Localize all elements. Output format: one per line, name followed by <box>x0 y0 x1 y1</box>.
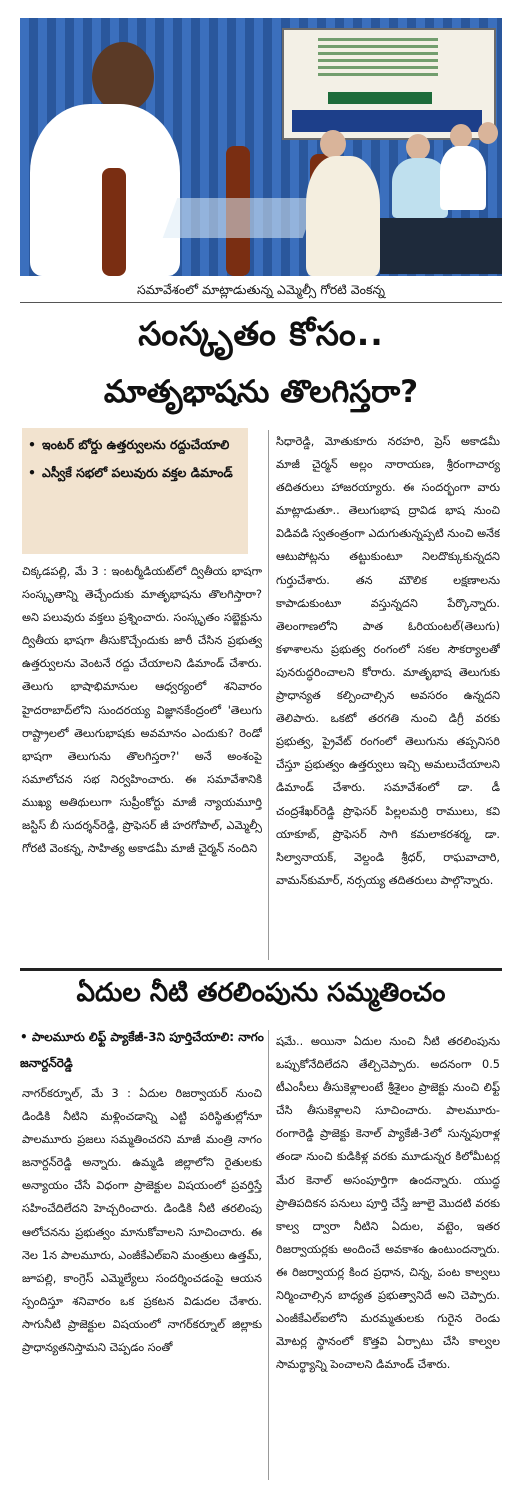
banner-logo <box>318 38 438 78</box>
event-banner <box>282 28 496 140</box>
story2-column-left: నాగర్‌కర్నూల్, మే 3 : ఏదుల రిజర్వాయర్ నుంచి డిండికి నీటిని మళ్లించడాన్ని ఎట్టి పరిస్థితుల్లోనూ పాలమూరు ప్రజలు సమ్మతించరని మాజీ మంత్రి నాగం జనార్దన్‌రెడ్డి అన్నారు. ఉమ్మడి జిల్లాలోని రైతులకు అన్యాయం చేసే విధంగా ప్రాజెక్టుల విషయంలో ప్రవర్తిస్తే సహించేదిలేదని హెచ్చరించారు. డిండికి నీటి తరలింపు ఆలోచనను ప్రభుత్వం మానుకోవాలని సూచించారు. ఈ నెల 1న పాలమూరు, ఎంజీకేఎల్‌ఐని మంత్రులు ఉత్తమ్, జూపల్లి, కాంగ్రెస్ ఎమ్మెల్యేలు సందర్శించడంపై ఆయన స్పందిస్తూ శనివారం ఒక ప్రకటన విడుదల చేశారు. సాగునీటి ప్రాజెక్టుల విషయంలో నాగర్‌కర్నూల్ జిల్లాకు ప్రాధాన్యతనిస్తామని చెప్పడం సంతో <box>22 1087 262 1355</box>
speaker-head <box>92 42 154 112</box>
story2-headline: ఏదుల నీటి తరలింపును సమ్మతించం <box>20 968 502 1020</box>
guest-head <box>478 122 498 144</box>
highlight-item: • ఇంటర్ బోర్డు ఉత్తర్వులను రద్దుచేయాలి <box>28 434 242 456</box>
podium-post-left <box>102 168 126 276</box>
banner-strip <box>328 92 432 104</box>
headline-line-1: సంస్కృతం కోసం.. <box>138 313 384 353</box>
guest-head <box>406 134 430 160</box>
headline-line-2: మాతృభాషను తొలగిస్తరా? <box>103 373 419 410</box>
guest-figure <box>306 156 380 276</box>
dais-table <box>380 218 502 274</box>
bullet-icon: • <box>20 1030 32 1044</box>
news-photo <box>20 18 502 276</box>
story1-column-right: సిధారెడ్డి, మోతుకూరు నరహరి, ప్రెస్ అకాడమీ మాజీ చైర్మన్ అల్లం నారాయణ, శ్రీరంగాచార్య తదితరులు హాజరయ్యారు. ఈ సందర్భంగా వారు మాట్లాడుతూ.. తెలుగుభాష ద్రావిడ భాష నుంచి విడివడి స్వతంత్రంగా ఎదుగుతున్నప్పటి నుంచి అనేక ఆటుపోట్లను తట్టుకుంటూ నిలదొక్కుకున్నదని గుర్తుచేశారు. తన మౌలిక లక్షణాలను కాపాడుకుంటూ వస్తున్నదని పేర్కొన్నారు. తెలంగాణలోని పాత ఓరియంటల్(తెలుగు) కళాశాలను ప్రభుత్వ రంగంలో సకల సౌకర్యాలతో పునరుద్ధరించాలని కోరారు. మాతృభాష తెలుగుకు ప్రాధాన్యత కల్పించాల్సిన అవసరం ఉన్నదని తెలిపారు. ఒకటో తరగతి నుంచి డిగ్రీ వరకు ప్రభుత్వ, ప్రైవేట్ రంగంలో తెలుగును తప్పనిసరి చేస్తూ ప్రభుత్వం ఉత్తర్వులు ఇచ్చి అమలుచేయాలని డిమాండ్ చేశారు. సమావేశంలో డా. డీ చంద్రశేఖర్‌రెడ్డి ప్రొఫెసర్ పిల్లలమర్రి రాములు, కవి యాకూబ్, ప్రొఫెసర్ సాగి కమలాకరశర్మ, డా. సిల్వానాయక్, వెల్దండి శ్రీధర్, రాఘవాచారి, వామన్‌కుమార్, నర్సయ్య తదితరులు పాల్గొన్నారు. <box>276 435 500 887</box>
bullet-icon: • <box>28 437 36 452</box>
story1-column-left: చిక్కడపల్లి, మే 3 : ఇంటర్మీడియట్‌లో ద్వితీయ భాషగా సంస్కృతాన్ని తెచ్చేందుకు మాతృభాషను తొలగిస్తారా? అని పలువురు వక్తలు ప్రశ్నించారు. సంస్కృతం సబ్జెక్టును ద్వితీయ భాషగా తీసుకొచ్చేందుకు జారీ చేసిన ప్రభుత్వ ఉత్తర్వులను వెంటనే రద్దు చేయాలని డిమాండ్ చేశారు. తెలుగు భాషాభిమానుల ఆధ్వర్యంలో శనివారం హైదరాబాద్‌లోని సుందరయ్య విజ్ఞానకేంద్రంలో 'తెలుగు రాష్ట్రాలలో తెలుగుభాషకు అవమానం ఎందుకు? రెండో భాషగా తెలుగును తొలగిస్తరా?' అనే అంశంపై సమాలోచన సభ నిర్వహించారు. ఈ సమావేశానికి ముఖ్య అతిథులుగా సుప్రీంకోర్టు మాజీ న్యాయమూర్తి జస్టిస్ బీ సుదర్శన్‌రెడ్డి, ప్రొఫెసర్ జీ హరగోపాల్, ఎమ్మెల్సీ గోరటి వెంకన్న, సాహిత్య అకాడమీ మాజీ చైర్మన్ నందిని <box>22 565 262 856</box>
photo-caption: సమావేశంలో మాట్లాడుతున్న ఎమ్మెల్సీ గోరటి వెంకన్న <box>20 278 502 303</box>
guest-head <box>450 124 472 148</box>
bullet-icon: • <box>28 465 36 480</box>
highlights-box <box>22 428 248 554</box>
story2-highlight: • పాలమూరు లిఫ్ట్ ప్యాకేజీ-3ని పూర్తిచేయాలి: నాగం జనార్దన్‌రెడ్డి <box>20 1030 264 1070</box>
guest-head <box>320 130 346 158</box>
column-divider <box>268 430 269 960</box>
column-divider <box>268 1030 269 1480</box>
story2-column-right: షమే.. అయినా ఏదుల నుంచి నీటి తరలింపును ఒప్పుకోనేదిలేదని తేల్చిచెప్పారు. అదనంగా 0.5 టీఎంసీలు తీసుకెళ్లాలంటే శ్రీశైలం ప్రాజెక్టు నుంచి లిఫ్ట్ చేసి తీసుకెళ్లాలని సూచించారు. పాలమూరు-రంగారెడ్డి ప్రాజెక్టు కెనాల్ ప్యాకేజీ-3లో సున్నపురాళ్ల తండా నుంచి కుడికిళ్ల వరకు మూడున్నర కిలోమీటర్ల మేర కెనాల్ అసంపూర్తిగా ఉందన్నారు. యుద్ధ ప్రాతిపదికన పనులు పూర్తి చేస్తే జూలై మొదటి వరకు కాల్వ ద్వారా నీటిని ఏదుల, వట్టెం, ఇతర రిజర్వాయర్లకు అందించే అవకాశం ఉంటుందన్నారు. ఈ రిజర్వాయర్ల కింద ప్రధాన, చిన్న, పంట కాల్వలు నిర్మించాల్సిన బాధ్యత ప్రభుత్వానిదే అని చెప్పారు. ఎంజీకేఎల్‌ఐలోని మరమ్మతులకు గురైన రెండు మోటర్ల స్థానంలో కొత్తవి ఏర్పాటు చేసి కాల్వల సామర్థ్యాన్ని పెంచాలని డిమాండ్ చేశారు. <box>276 1035 500 1372</box>
guest-figure <box>440 146 486 210</box>
glass-panel <box>163 198 318 238</box>
highlight-item: • ఎస్వీకే సభలో పలువురు వక్తల డిమాండ్ <box>28 462 242 484</box>
